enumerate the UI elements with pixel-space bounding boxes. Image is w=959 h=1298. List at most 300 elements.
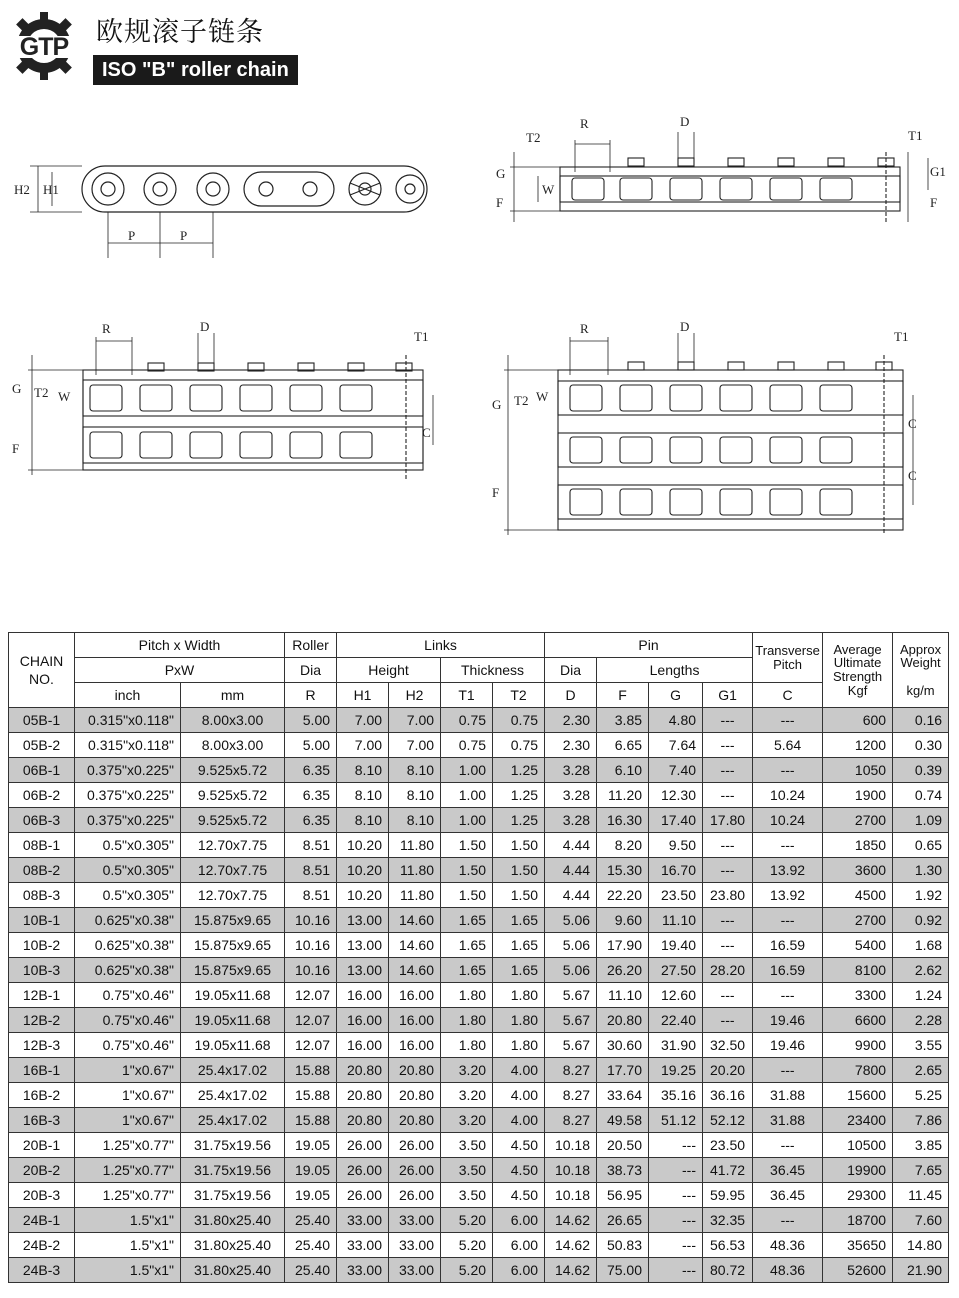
cell-thickness-t1: 1.80 — [441, 983, 493, 1008]
cell-thickness-t2: 4.50 — [493, 1133, 545, 1158]
cell-height-h1: 13.00 — [337, 933, 389, 958]
cell-thickness-t2: 1.80 — [493, 983, 545, 1008]
cell-length-g: 23.50 — [649, 883, 703, 908]
cell-length-f: 11.20 — [597, 783, 649, 808]
cell-height-h2: 33.00 — [389, 1258, 441, 1283]
cell-length-g1: 28.20 — [703, 958, 753, 983]
cell-length-f: 26.65 — [597, 1208, 649, 1233]
cell-weight-kgm: 1.68 — [893, 933, 949, 958]
chain-simplex-top-view-diagram — [490, 112, 950, 237]
cell-height-h2: 33.00 — [389, 1233, 441, 1258]
cell-height-h1: 33.00 — [337, 1233, 389, 1258]
cell-pin-dia-d: 5.06 — [545, 933, 597, 958]
cell-roller-dia: 15.88 — [285, 1108, 337, 1133]
cell-pitch-mm: 31.75x19.56 — [181, 1133, 285, 1158]
cell-roller-dia: 6.35 — [285, 808, 337, 833]
cell-length-f: 9.60 — [597, 908, 649, 933]
table-row — [9, 783, 949, 808]
cell-length-g: 7.64 — [649, 733, 703, 758]
cell-thickness-t1: 1.65 — [441, 958, 493, 983]
cell-thickness-t2: 1.80 — [493, 1008, 545, 1033]
cell-transverse-pitch-c: 48.36 — [753, 1233, 823, 1258]
cell-pin-dia-d: 10.18 — [545, 1158, 597, 1183]
cell-roller-dia: 5.00 — [285, 733, 337, 758]
table-row — [9, 933, 949, 958]
cell-pin-dia-d: 3.28 — [545, 758, 597, 783]
table-row — [9, 958, 949, 983]
label-p-1: P — [128, 228, 136, 243]
cell-height-h2: 14.60 — [389, 908, 441, 933]
header-kgm: kg/m — [906, 682, 935, 698]
cell-pin-dia-d: 5.67 — [545, 983, 597, 1008]
cell-transverse-pitch-c: --- — [753, 1133, 823, 1158]
cell-height-h1: 10.20 — [337, 833, 389, 858]
cell-height-h1: 33.00 — [337, 1258, 389, 1283]
cell-thickness-t1: 3.20 — [441, 1058, 493, 1083]
cell-chain-no: 05B-1 — [9, 708, 75, 733]
cell-thickness-t1: 5.20 — [441, 1258, 493, 1283]
cell-height-h2: 26.00 — [389, 1183, 441, 1208]
cell-thickness-t2: 1.65 — [493, 958, 545, 983]
cell-roller-dia: 25.40 — [285, 1233, 337, 1258]
cell-length-f: 49.58 — [597, 1108, 649, 1133]
cell-chain-no: 10B-1 — [9, 908, 75, 933]
header-pin: Pin — [545, 633, 753, 658]
cell-thickness-t2: 0.75 — [493, 708, 545, 733]
cell-pin-dia-d: 5.67 — [545, 1008, 597, 1033]
cell-roller-dia: 8.51 — [285, 833, 337, 858]
cell-roller-dia: 10.16 — [285, 958, 337, 983]
label-g1: G1 — [930, 164, 946, 179]
cell-pitch-inch: 1.5"x1" — [75, 1258, 181, 1283]
header-average: Average — [833, 641, 882, 657]
cell-strength-kgf: 19900 — [823, 1158, 893, 1183]
cell-pitch-mm: 31.80x25.40 — [181, 1233, 285, 1258]
header-transverse-pitch — [753, 633, 823, 683]
cell-pitch-inch: 0.315"x0.118" — [75, 708, 181, 733]
cell-strength-kgf: 5400 — [823, 933, 893, 958]
label-g: G — [496, 166, 506, 181]
cell-chain-no: 20B-2 — [9, 1158, 75, 1183]
cell-transverse-pitch-c: 48.36 — [753, 1258, 823, 1283]
cell-height-h2: 14.60 — [389, 933, 441, 958]
header-inch: inch — [75, 683, 181, 708]
cell-roller-dia: 19.05 — [285, 1158, 337, 1183]
cell-transverse-pitch-c: 13.92 — [753, 883, 823, 908]
cell-pitch-inch: 0.625"x0.38" — [75, 908, 181, 933]
table-row — [9, 908, 949, 933]
cell-length-f: 20.80 — [597, 1008, 649, 1033]
cell-length-g1: 32.50 — [703, 1033, 753, 1058]
cell-pitch-mm: 12.70x7.75 — [181, 858, 285, 883]
cell-chain-no: 24B-1 — [9, 1208, 75, 1233]
cell-length-g: 31.90 — [649, 1033, 703, 1058]
cell-pitch-mm: 8.00x3.00 — [181, 708, 285, 733]
cell-length-g1: 23.50 — [703, 1133, 753, 1158]
label-t1: T1 — [414, 329, 429, 344]
cell-chain-no: 16B-1 — [9, 1058, 75, 1083]
cell-thickness-t1: 1.50 — [441, 833, 493, 858]
cell-chain-no: 24B-2 — [9, 1233, 75, 1258]
cell-length-g: --- — [649, 1233, 703, 1258]
cell-length-g: --- — [649, 1183, 703, 1208]
cell-thickness-t2: 4.50 — [493, 1183, 545, 1208]
cell-thickness-t2: 1.50 — [493, 883, 545, 908]
cell-length-f: 17.90 — [597, 933, 649, 958]
cell-transverse-pitch-c: 10.24 — [753, 808, 823, 833]
cell-length-g: 16.70 — [649, 858, 703, 883]
cell-pitch-mm: 31.75x19.56 — [181, 1158, 285, 1183]
cell-length-g1: 36.16 — [703, 1083, 753, 1108]
cell-pitch-inch: 0.5"x0.305" — [75, 833, 181, 858]
cell-pin-dia-d: 3.28 — [545, 808, 597, 833]
cell-transverse-pitch-c: 19.46 — [753, 1008, 823, 1033]
cell-length-g1: --- — [703, 908, 753, 933]
header-roller: Roller — [285, 633, 337, 658]
cell-strength-kgf: 15600 — [823, 1083, 893, 1108]
cell-strength-kgf: 6600 — [823, 1008, 893, 1033]
header-g1: G1 — [703, 683, 753, 708]
cell-roller-dia: 12.07 — [285, 1008, 337, 1033]
cell-thickness-t1: 1.80 — [441, 1033, 493, 1058]
cell-strength-kgf: 1850 — [823, 833, 893, 858]
cell-pin-dia-d: 2.30 — [545, 733, 597, 758]
cell-transverse-pitch-c: --- — [753, 833, 823, 858]
cell-height-h2: 16.00 — [389, 1008, 441, 1033]
cell-roller-dia: 6.35 — [285, 758, 337, 783]
label-w: W — [536, 389, 549, 404]
cell-length-f: 22.20 — [597, 883, 649, 908]
cell-transverse-pitch-c: --- — [753, 1058, 823, 1083]
cell-thickness-t1: 1.00 — [441, 783, 493, 808]
table-row — [9, 858, 949, 883]
cell-height-h1: 7.00 — [337, 733, 389, 758]
cell-height-h2: 26.00 — [389, 1133, 441, 1158]
cell-pitch-mm: 15.875x9.65 — [181, 908, 285, 933]
cell-pitch-inch: 1.5"x1" — [75, 1208, 181, 1233]
cell-pitch-inch: 0.75"x0.46" — [75, 1033, 181, 1058]
cell-transverse-pitch-c: --- — [753, 983, 823, 1008]
table-row — [9, 883, 949, 908]
cell-pitch-mm: 9.525x5.72 — [181, 758, 285, 783]
cell-chain-no: 08B-1 — [9, 833, 75, 858]
cell-thickness-t2: 1.50 — [493, 833, 545, 858]
header-pxw: PxW — [75, 658, 285, 683]
label-d: D — [680, 319, 690, 334]
label-t2: T2 — [34, 385, 49, 400]
table-row — [9, 808, 949, 833]
cell-strength-kgf: 8100 — [823, 958, 893, 983]
cell-strength-kgf: 3300 — [823, 983, 893, 1008]
cell-length-g: 4.80 — [649, 708, 703, 733]
gtp-brand-text: GTP — [19, 33, 69, 61]
cell-roller-dia: 6.35 — [285, 783, 337, 808]
cell-thickness-t1: 5.20 — [441, 1208, 493, 1233]
cell-chain-no: 08B-3 — [9, 883, 75, 908]
cell-length-g: 19.40 — [649, 933, 703, 958]
cell-transverse-pitch-c: 19.46 — [753, 1033, 823, 1058]
label-f: F — [496, 195, 504, 210]
cell-pin-dia-d: 14.62 — [545, 1233, 597, 1258]
header-c: C — [753, 683, 823, 708]
cell-length-g: 11.10 — [649, 908, 703, 933]
cell-height-h1: 7.00 — [337, 708, 389, 733]
label-w: W — [542, 182, 555, 197]
cell-thickness-t2: 1.65 — [493, 908, 545, 933]
cell-chain-no: 08B-2 — [9, 858, 75, 883]
label-t1: T1 — [894, 329, 909, 344]
cell-length-g: 27.50 — [649, 958, 703, 983]
cell-thickness-t2: 6.00 — [493, 1208, 545, 1233]
cell-weight-kgm: 7.65 — [893, 1158, 949, 1183]
cell-weight-kgm: 7.60 — [893, 1208, 949, 1233]
cell-pin-dia-d: 5.06 — [545, 908, 597, 933]
cell-roller-dia: 8.51 — [285, 858, 337, 883]
table-row — [9, 1233, 949, 1258]
cell-thickness-t1: 1.65 — [441, 908, 493, 933]
cell-weight-kgm: 2.28 — [893, 1008, 949, 1033]
header-strength — [823, 633, 893, 708]
cell-transverse-pitch-c: 36.45 — [753, 1183, 823, 1208]
cell-length-f: 75.00 — [597, 1258, 649, 1283]
cell-strength-kgf: 600 — [823, 708, 893, 733]
cell-pitch-inch: 0.5"x0.305" — [75, 883, 181, 908]
cell-strength-kgf: 9900 — [823, 1033, 893, 1058]
cell-length-g: 51.12 — [649, 1108, 703, 1133]
cell-length-g1: 59.95 — [703, 1183, 753, 1208]
table-row — [9, 1058, 949, 1083]
header-height: Height — [337, 658, 441, 683]
cell-chain-no: 12B-1 — [9, 983, 75, 1008]
cell-length-g1: 20.20 — [703, 1058, 753, 1083]
cell-thickness-t1: 0.75 — [441, 708, 493, 733]
cell-chain-no: 12B-2 — [9, 1008, 75, 1033]
cell-length-g1: --- — [703, 758, 753, 783]
cell-roller-dia: 12.07 — [285, 1033, 337, 1058]
cell-strength-kgf: 35650 — [823, 1233, 893, 1258]
table-row — [9, 1133, 949, 1158]
chain-triplex-top-view-diagram — [488, 315, 948, 540]
cell-strength-kgf: 2700 — [823, 908, 893, 933]
cell-pitch-inch: 0.75"x0.46" — [75, 983, 181, 1008]
header-mm: mm — [181, 683, 285, 708]
header-f: F — [597, 683, 649, 708]
label-f-right: F — [930, 195, 938, 210]
cell-strength-kgf: 18700 — [823, 1208, 893, 1233]
cell-pitch-inch: 1"x0.67" — [75, 1058, 181, 1083]
cell-pitch-inch: 1"x0.67" — [75, 1108, 181, 1133]
cell-height-h2: 20.80 — [389, 1108, 441, 1133]
cell-length-f: 17.70 — [597, 1058, 649, 1083]
cell-roller-dia: 15.88 — [285, 1058, 337, 1083]
cell-pitch-mm: 31.80x25.40 — [181, 1258, 285, 1283]
cell-length-g1: --- — [703, 833, 753, 858]
cell-height-h1: 8.10 — [337, 783, 389, 808]
cell-pin-dia-d: 14.62 — [545, 1258, 597, 1283]
title-chinese: 欧规滚子链条 — [96, 17, 264, 48]
cell-weight-kgm: 0.30 — [893, 733, 949, 758]
cell-thickness-t1: 3.20 — [441, 1083, 493, 1108]
header-d: D — [545, 683, 597, 708]
cell-pitch-inch: 1"x0.67" — [75, 1083, 181, 1108]
cell-transverse-pitch-c: --- — [753, 908, 823, 933]
cell-transverse-pitch-c: 31.88 — [753, 1108, 823, 1133]
cell-thickness-t2: 1.25 — [493, 808, 545, 833]
cell-weight-kgm: 3.85 — [893, 1133, 949, 1158]
cell-length-f: 26.20 — [597, 958, 649, 983]
label-f: F — [12, 441, 20, 456]
cell-height-h1: 33.00 — [337, 1208, 389, 1233]
cell-height-h1: 13.00 — [337, 908, 389, 933]
cell-weight-kgm: 1.09 — [893, 808, 949, 833]
cell-weight-kgm: 0.65 — [893, 833, 949, 858]
cell-chain-no: 06B-2 — [9, 783, 75, 808]
cell-transverse-pitch-c: 13.92 — [753, 858, 823, 883]
cell-length-g1: 32.35 — [703, 1208, 753, 1233]
cell-length-g: 9.50 — [649, 833, 703, 858]
cell-transverse-pitch-c: 36.45 — [753, 1158, 823, 1183]
label-t2: T2 — [526, 130, 541, 145]
cell-thickness-t1: 1.65 — [441, 933, 493, 958]
cell-roller-dia: 15.88 — [285, 1083, 337, 1108]
label-f: F — [492, 485, 500, 500]
label-r: R — [102, 321, 111, 336]
cell-length-g1: 52.12 — [703, 1108, 753, 1133]
cell-thickness-t1: 0.75 — [441, 733, 493, 758]
table-row — [9, 1033, 949, 1058]
cell-thickness-t1: 3.50 — [441, 1133, 493, 1158]
cell-roller-dia: 8.51 — [285, 883, 337, 908]
cell-height-h2: 7.00 — [389, 708, 441, 733]
cell-pitch-inch: 0.75"x0.46" — [75, 1008, 181, 1033]
cell-length-f: 56.95 — [597, 1183, 649, 1208]
cell-thickness-t2: 4.00 — [493, 1083, 545, 1108]
cell-roller-dia: 10.16 — [285, 908, 337, 933]
cell-pitch-inch: 1.5"x1" — [75, 1233, 181, 1258]
cell-strength-kgf: 1200 — [823, 733, 893, 758]
header-thickness: Thickness — [441, 658, 545, 683]
header-approx: Approx — [899, 641, 942, 657]
header-pitch: Pitch — [773, 656, 803, 672]
label-h1: H1 — [43, 182, 59, 197]
cell-transverse-pitch-c: 31.88 — [753, 1083, 823, 1108]
cell-length-g1: 41.72 — [703, 1158, 753, 1183]
cell-weight-kgm: 21.90 — [893, 1258, 949, 1283]
chain-side-view-diagram — [10, 150, 430, 265]
cell-height-h1: 10.20 — [337, 858, 389, 883]
header-g: G — [649, 683, 703, 708]
cell-pitch-mm: 25.4x17.02 — [181, 1083, 285, 1108]
cell-roller-dia: 25.40 — [285, 1208, 337, 1233]
label-t2: T2 — [514, 393, 529, 408]
cell-height-h2: 20.80 — [389, 1083, 441, 1108]
cell-thickness-t2: 1.25 — [493, 783, 545, 808]
cell-strength-kgf: 10500 — [823, 1133, 893, 1158]
label-c-1: C — [908, 416, 917, 431]
cell-height-h1: 10.20 — [337, 883, 389, 908]
cell-pin-dia-d: 3.28 — [545, 783, 597, 808]
cell-chain-no: 20B-1 — [9, 1133, 75, 1158]
cell-length-f: 6.65 — [597, 733, 649, 758]
cell-thickness-t2: 0.75 — [493, 733, 545, 758]
cell-length-g: --- — [649, 1258, 703, 1283]
cell-transverse-pitch-c: 10.24 — [753, 783, 823, 808]
cell-height-h2: 11.80 — [389, 858, 441, 883]
cell-length-g: 17.40 — [649, 808, 703, 833]
spec-table-body — [9, 708, 949, 1283]
cell-height-h2: 8.10 — [389, 808, 441, 833]
cell-roller-dia: 12.07 — [285, 983, 337, 1008]
cell-chain-no: 12B-3 — [9, 1033, 75, 1058]
table-row — [9, 1208, 949, 1233]
cell-weight-kgm: 3.55 — [893, 1033, 949, 1058]
header-h2: H2 — [389, 683, 441, 708]
cell-height-h1: 16.00 — [337, 1033, 389, 1058]
cell-height-h2: 8.10 — [389, 758, 441, 783]
cell-length-f: 11.10 — [597, 983, 649, 1008]
cell-pin-dia-d: 8.27 — [545, 1083, 597, 1108]
cell-height-h2: 7.00 — [389, 733, 441, 758]
cell-pitch-mm: 19.05x11.68 — [181, 983, 285, 1008]
title-english: ISO "B" roller chain — [93, 55, 298, 85]
cell-thickness-t2: 1.65 — [493, 933, 545, 958]
cell-strength-kgf: 3600 — [823, 858, 893, 883]
cell-strength-kgf: 7800 — [823, 1058, 893, 1083]
cell-roller-dia: 25.40 — [285, 1258, 337, 1283]
cell-pitch-mm: 15.875x9.65 — [181, 933, 285, 958]
cell-pitch-inch: 0.625"x0.38" — [75, 958, 181, 983]
cell-pitch-inch: 0.5"x0.305" — [75, 858, 181, 883]
cell-weight-kgm: 14.80 — [893, 1233, 949, 1258]
cell-length-g1: --- — [703, 733, 753, 758]
label-c-2: C — [908, 468, 917, 483]
cell-chain-no: 16B-3 — [9, 1108, 75, 1133]
label-d: D — [680, 114, 690, 129]
cell-length-g1: 80.72 — [703, 1258, 753, 1283]
cell-weight-kgm: 5.25 — [893, 1083, 949, 1108]
cell-pitch-inch: 1.25"x0.77" — [75, 1158, 181, 1183]
cell-length-g1: --- — [703, 858, 753, 883]
cell-height-h1: 8.10 — [337, 808, 389, 833]
cell-length-f: 15.30 — [597, 858, 649, 883]
label-h2: H2 — [14, 182, 30, 197]
cell-thickness-t2: 4.50 — [493, 1158, 545, 1183]
cell-chain-no: 06B-1 — [9, 758, 75, 783]
cell-length-g: 19.25 — [649, 1058, 703, 1083]
cell-roller-dia: 5.00 — [285, 708, 337, 733]
cell-thickness-t1: 1.50 — [441, 883, 493, 908]
label-r: R — [580, 321, 589, 336]
cell-pitch-mm: 25.4x17.02 — [181, 1058, 285, 1083]
table-row — [9, 758, 949, 783]
gtp-gear-logo — [6, 10, 82, 82]
cell-pitch-mm: 31.75x19.56 — [181, 1183, 285, 1208]
cell-pin-dia-d: 14.62 — [545, 1208, 597, 1233]
cell-length-g: --- — [649, 1208, 703, 1233]
cell-height-h2: 16.00 — [389, 983, 441, 1008]
cell-pitch-inch: 1.25"x0.77" — [75, 1183, 181, 1208]
cell-length-g: 22.40 — [649, 1008, 703, 1033]
cell-length-f: 8.20 — [597, 833, 649, 858]
header-r: R — [285, 683, 337, 708]
cell-pitch-inch: 0.315"x0.118" — [75, 733, 181, 758]
cell-length-f: 50.83 — [597, 1233, 649, 1258]
cell-height-h2: 8.10 — [389, 783, 441, 808]
table-row — [9, 833, 949, 858]
header-dia: Dia — [285, 658, 337, 683]
table-row — [9, 708, 949, 733]
cell-height-h2: 26.00 — [389, 1158, 441, 1183]
